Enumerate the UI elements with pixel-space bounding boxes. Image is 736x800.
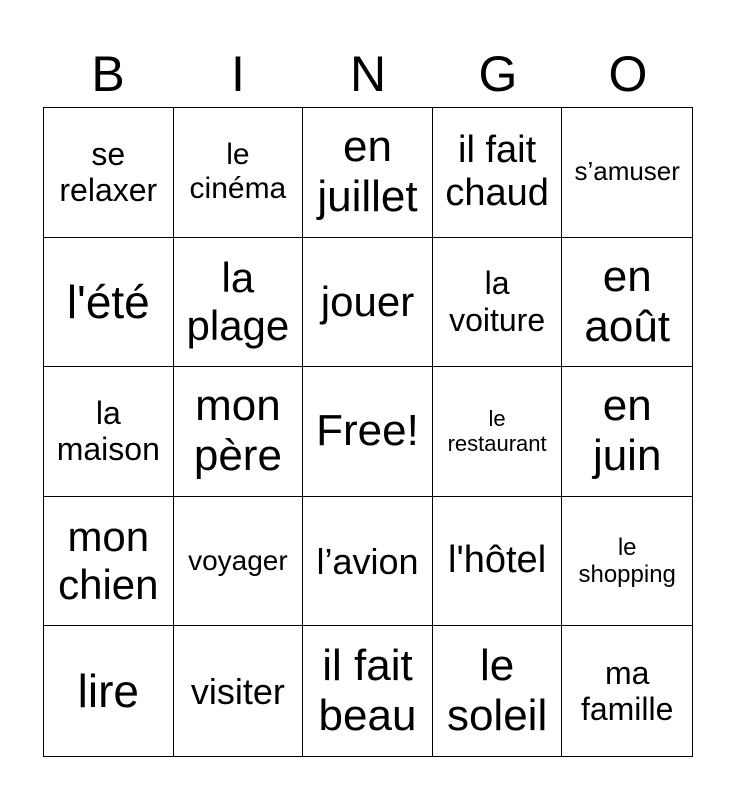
- cell-text: en août: [584, 251, 671, 351]
- cell-text: l’avion: [316, 540, 419, 582]
- header-letter-n: N: [349, 46, 387, 102]
- cell-text: le restaurant: [447, 406, 547, 457]
- bingo-cell[interactable]: [174, 108, 304, 238]
- cell-text: il fait beau: [318, 641, 417, 741]
- cell-text: se relaxer: [59, 135, 158, 209]
- cell-text: il fait chaud: [445, 128, 549, 215]
- bingo-cell[interactable]: [433, 367, 563, 497]
- bingo-cell[interactable]: [562, 108, 692, 238]
- free-cell[interactable]: [303, 367, 433, 497]
- bingo-cell[interactable]: [303, 497, 433, 627]
- bingo-cell[interactable]: [44, 626, 174, 756]
- cell-text: Free!: [316, 406, 419, 456]
- bingo-board: [43, 107, 693, 757]
- bingo-cell[interactable]: [44, 497, 174, 627]
- bingo-cell[interactable]: [174, 626, 304, 756]
- bingo-cell[interactable]: [174, 238, 304, 368]
- cell-text: le shopping: [578, 533, 676, 589]
- bingo-cell[interactable]: [433, 626, 563, 756]
- bingo-cell[interactable]: [174, 367, 304, 497]
- cell-text: la voiture: [449, 265, 546, 338]
- bingo-cell[interactable]: [433, 108, 563, 238]
- cell-text: visiter: [190, 670, 285, 712]
- cell-text: la maison: [56, 395, 160, 468]
- cell-text: mon père: [193, 381, 282, 481]
- bingo-cell[interactable]: [562, 367, 692, 497]
- bingo-cell[interactable]: [44, 238, 174, 368]
- cell-text: lire: [77, 664, 139, 717]
- bingo-cell[interactable]: [562, 238, 692, 368]
- bingo-cell[interactable]: [303, 238, 433, 368]
- header-letter-b: B: [91, 46, 125, 102]
- cell-text: en juillet: [317, 122, 418, 222]
- bingo-cell[interactable]: [303, 108, 433, 238]
- cell-text: la plage: [186, 254, 290, 349]
- bingo-cell[interactable]: [433, 497, 563, 627]
- bingo-cell[interactable]: [44, 367, 174, 497]
- bingo-cell[interactable]: [433, 238, 563, 368]
- header-letter-o: O: [608, 46, 648, 102]
- cell-text: mon chien: [58, 513, 159, 609]
- cell-text: le soleil: [446, 641, 548, 741]
- cell-text: jouer: [320, 277, 415, 325]
- cell-text: le cinéma: [189, 138, 287, 206]
- bingo-cell[interactable]: [303, 626, 433, 756]
- bingo-cell[interactable]: [562, 626, 692, 756]
- cell-text: s’amuser: [574, 156, 680, 187]
- bingo-header: [43, 40, 693, 108]
- bingo-cell[interactable]: [562, 497, 692, 627]
- bingo-cell[interactable]: [174, 497, 304, 627]
- cell-text: voyager: [188, 545, 288, 577]
- cell-text: ma famille: [580, 654, 674, 728]
- cell-text: l'hôtel: [448, 539, 547, 582]
- cell-text: l'été: [66, 275, 150, 328]
- header-letter-g: G: [478, 46, 518, 102]
- header-letter-i: I: [231, 46, 245, 102]
- cell-text: en juin: [592, 381, 662, 481]
- bingo-cell[interactable]: [44, 108, 174, 238]
